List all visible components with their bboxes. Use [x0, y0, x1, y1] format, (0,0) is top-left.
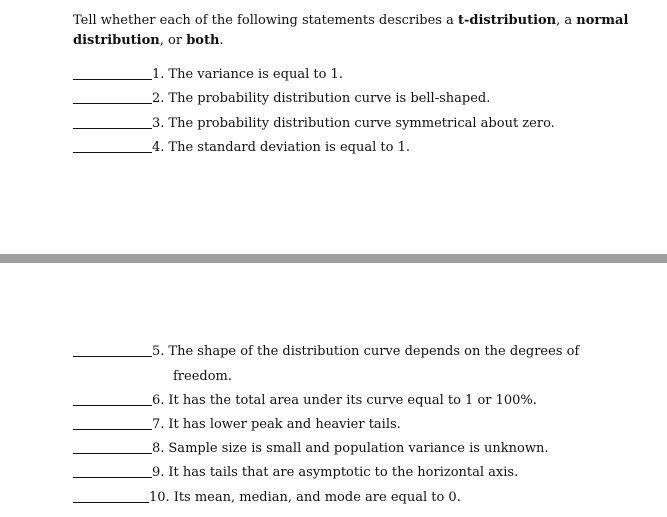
question-item: [73, 390, 537, 410]
question-text: It has lower peak and heavier tails.: [168, 417, 401, 432]
question-number: 9.: [152, 465, 165, 480]
page-divider: [0, 254, 667, 263]
question-text: It has tails that are asymptotic to the horizontal axis.: [168, 465, 519, 480]
question-item: [73, 113, 555, 133]
question-text: Its mean, median, and mode are equal to 0.: [173, 490, 461, 505]
question-item: [73, 487, 461, 507]
question-number: 6.: [152, 393, 165, 408]
instructions-text: Tell whether each of the following statements describes a: [73, 13, 458, 28]
question-text: The standard deviation is equal to 1.: [168, 140, 410, 155]
answer-blank[interactable]: [73, 405, 152, 406]
question-item: [73, 438, 549, 458]
question-text: The probability distribution curve is bell-shaped.: [168, 91, 491, 106]
question-number: 4.: [152, 140, 165, 155]
question-item: [73, 88, 490, 108]
question-number: 7.: [152, 417, 165, 432]
term-both: both: [186, 33, 220, 48]
instructions-text: , or: [159, 33, 187, 48]
answer-blank[interactable]: [73, 429, 152, 430]
answer-blank[interactable]: [73, 356, 152, 357]
question-item: [73, 137, 410, 157]
question-text-continuation: freedom.: [173, 369, 233, 384]
answer-blank[interactable]: [73, 477, 152, 478]
question-text: The probability distribution curve symmetrical about zero.: [168, 116, 555, 131]
term-t-distribution: t-distribution: [457, 13, 557, 28]
answer-blank[interactable]: [73, 152, 152, 153]
instructions: [73, 11, 633, 51]
term-normal-distribution: normal distribution: [73, 13, 629, 48]
question-number: 3.: [152, 116, 165, 131]
question-number: 1.: [152, 67, 165, 82]
question-text: Sample size is small and population variance is unknown.: [168, 441, 549, 456]
answer-blank[interactable]: [73, 79, 152, 80]
question-text: The shape of the distribution curve depends on the degrees of: [168, 344, 580, 359]
question-number: 8.: [152, 441, 165, 456]
question-number: 10.: [149, 490, 170, 505]
question-item: [73, 64, 343, 84]
question-item: [73, 341, 579, 361]
answer-blank[interactable]: [73, 453, 152, 454]
question-text: It has the total area under its curve equal to 1 or 100%.: [168, 393, 537, 408]
question-text: The variance is equal to 1.: [168, 67, 343, 82]
question-item: [73, 414, 401, 434]
answer-blank[interactable]: [73, 128, 152, 129]
answer-blank[interactable]: [73, 103, 152, 104]
question-item: [73, 462, 518, 482]
instructions-text: .: [219, 33, 224, 48]
question-number: 2.: [152, 91, 165, 106]
instructions-text: , a: [556, 13, 577, 28]
question-number: 5.: [152, 344, 165, 359]
answer-blank[interactable]: [73, 502, 149, 503]
